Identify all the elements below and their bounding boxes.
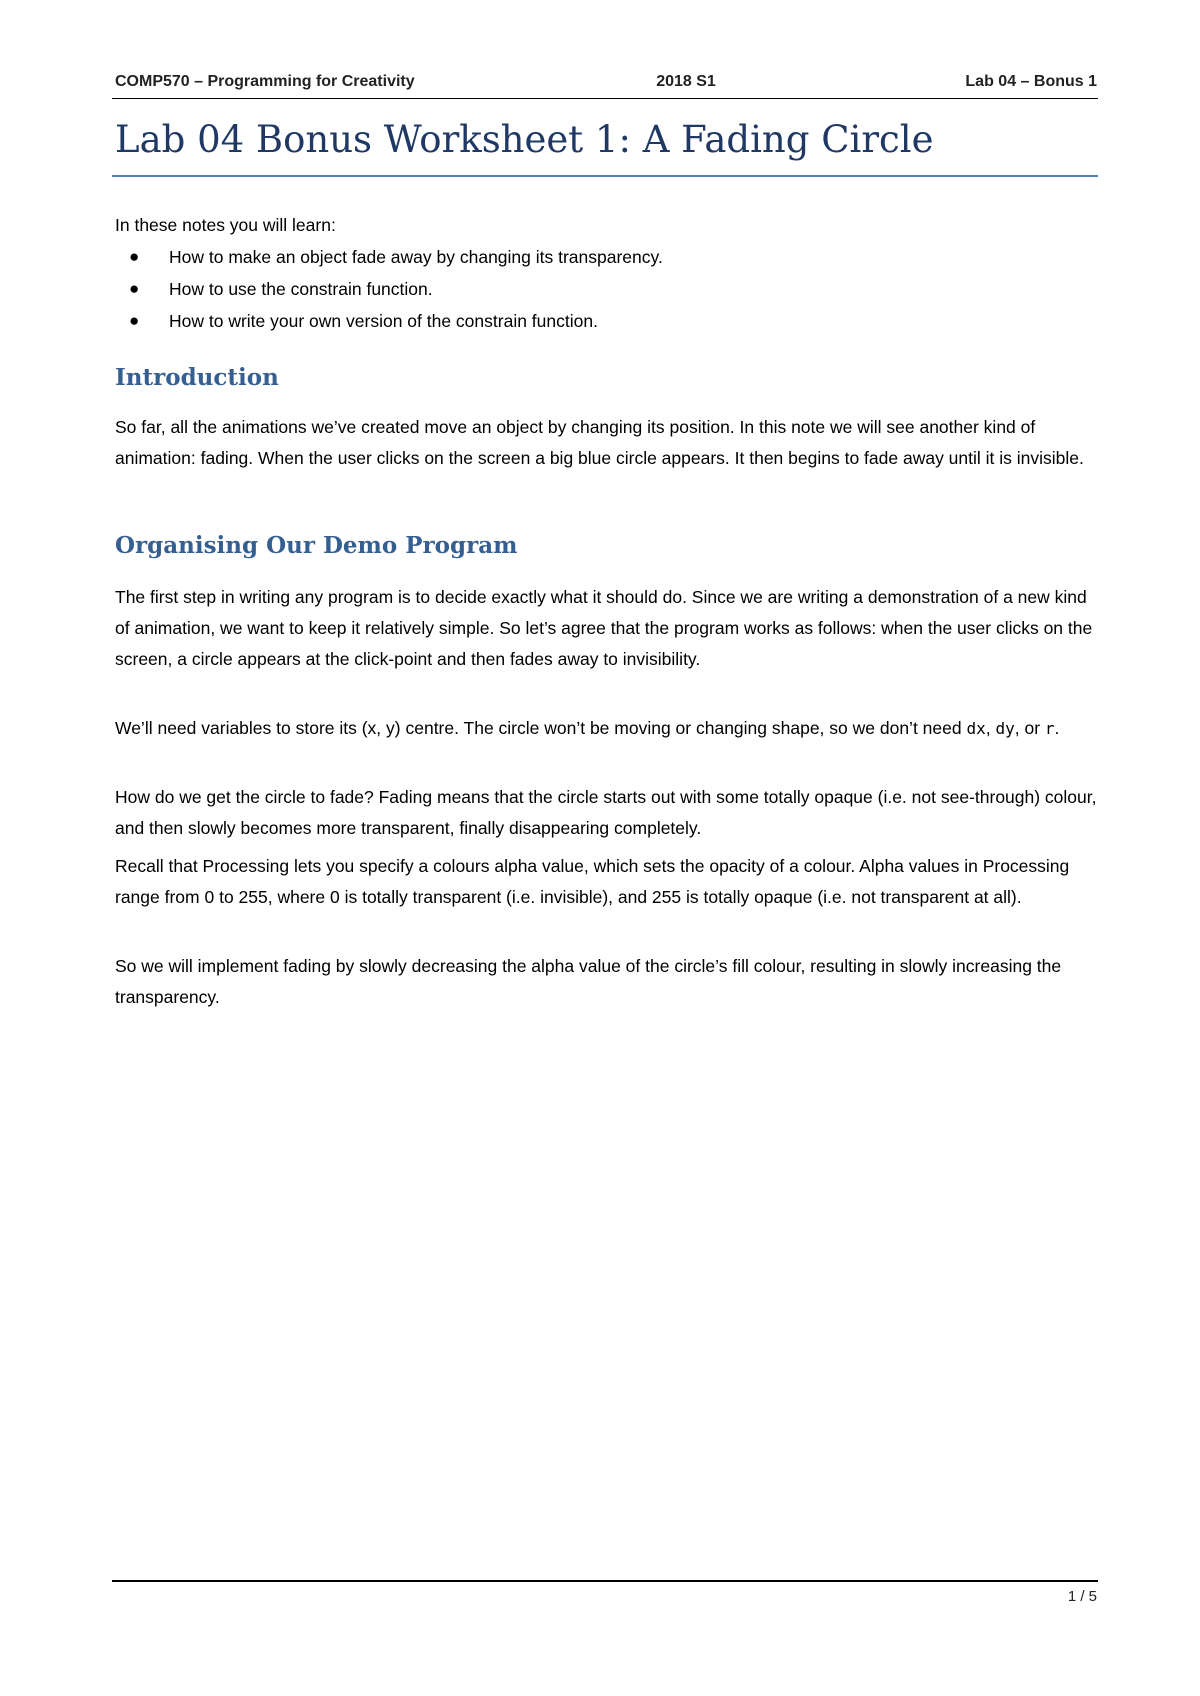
paragraph-text: We’ll need variables to store its (x, y) centre. The circle won’t be moving or changing shape, so we don’t need [115, 718, 967, 738]
organising-paragraph-5: So we will implement fading by slowly decreasing the alpha value of the circle’s fill colour, resulting in slowly increasing the transparency. [115, 956, 1062, 1007]
header-divider [112, 98, 1098, 99]
organising-paragraph-4: Recall that Processing lets you specify a colours alpha value, which sets the opacity of a colour. Alpha values in Processing range from 0 to 255, where 0 is totally transparent (i.e. invisible), and 255 is totally opaque (i.e. not transparent at all). [115, 856, 1070, 907]
list-item [115, 273, 1095, 305]
code-dy: dy [995, 719, 1015, 738]
bullet-icon: ● [129, 279, 140, 298]
list-item [115, 305, 1095, 337]
bullet-icon: ● [129, 247, 140, 266]
code-r: r [1044, 719, 1055, 738]
paragraph-text: , [985, 718, 996, 738]
learning-objectives-list [115, 241, 1095, 337]
organising-paragraph-1: The first step in writing any program is to decide exactly what it should do. Since we are writing a demonstration of a new kind of animation, we want to keep it relatively simple. So let’s agree that the program works as follows: when the user clicks on the screen, a circle appears at the click-point and then fades away to invisibility. [115, 587, 1093, 669]
paragraph-text: , or [1014, 718, 1045, 738]
page-header [115, 73, 1097, 99]
page-number: 1 / 5 [1067, 1588, 1097, 1605]
section-heading-introduction: Introduction [115, 364, 279, 391]
intro-lead: In these notes you will learn: [115, 215, 336, 235]
footer-divider [112, 1580, 1098, 1582]
organising-paragraph-2 [115, 713, 1100, 744]
introduction-paragraph: So far, all the animations we’ve created move an object by changing its position. In this note we will see another kind of animation: fading. When the user clicks on the screen a big blue circle appears. It then begins to fade away until it is invisible. [115, 417, 1084, 468]
bullet-icon: ● [129, 311, 140, 330]
code-dx: dx [966, 719, 986, 738]
header-semester: 2018 S1 [656, 73, 716, 90]
page-title: Lab 04 Bonus Worksheet 1: A Fading Circle [115, 118, 934, 161]
header-course: COMP570 – Programming for Creativity [115, 73, 415, 90]
list-item [115, 241, 1095, 273]
list-item-text: How to write your own version of the constrain function. [169, 311, 598, 331]
list-item-text: How to use the constrain function. [169, 279, 433, 299]
section-heading-organising: Organising Our Demo Program [115, 532, 518, 559]
list-item-text: How to make an object fade away by changing its transparency. [169, 247, 663, 267]
organising-paragraph-3: How do we get the circle to fade? Fading means that the circle starts out with some totally opaque (i.e. not see-through) colour, and then slowly becomes more transparent, finally disappearing completely. [115, 787, 1097, 838]
header-lab: Lab 04 – Bonus 1 [965, 73, 1097, 90]
title-underline [112, 175, 1098, 177]
paragraph-text: . [1054, 718, 1060, 738]
